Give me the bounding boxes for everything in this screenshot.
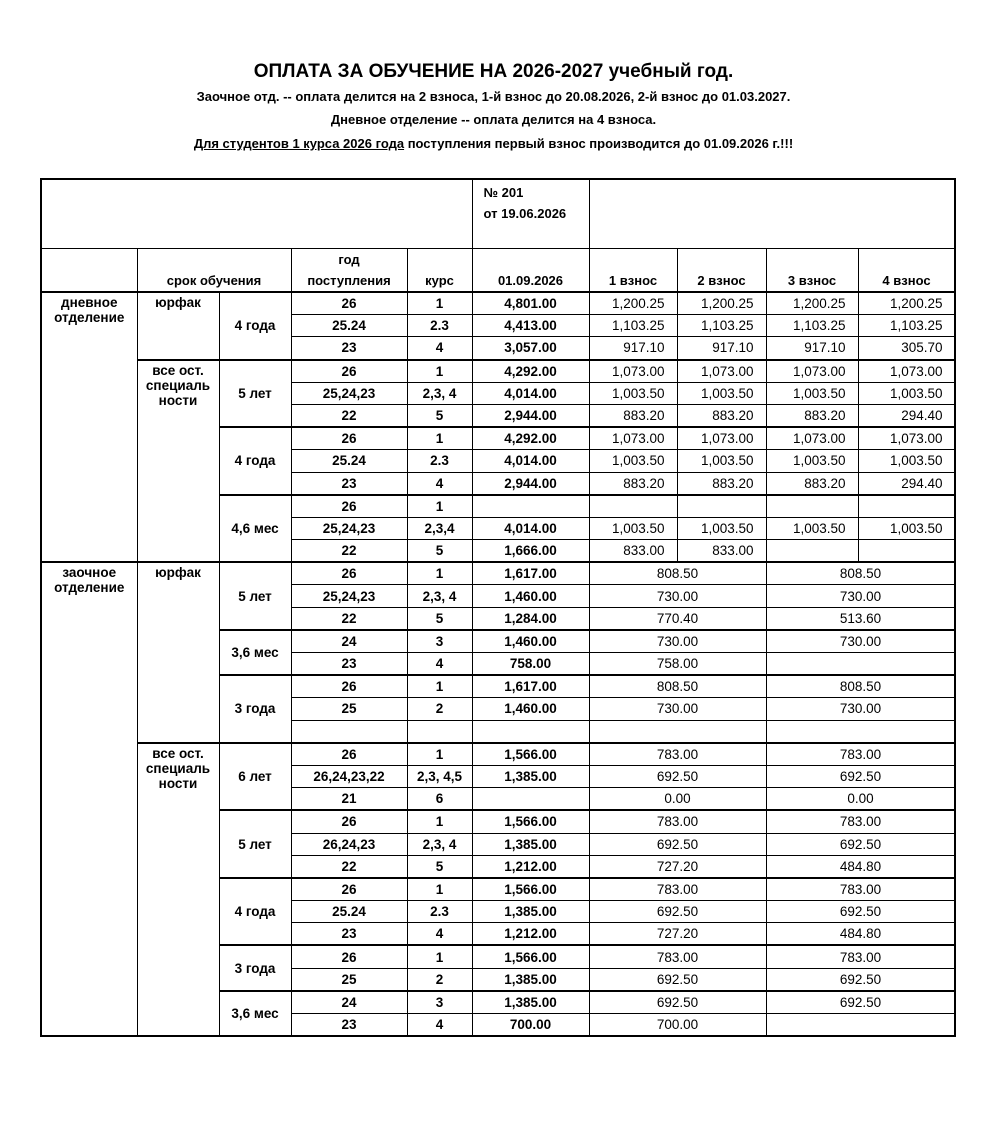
installment-cell: 484.80: [766, 855, 955, 878]
faculty-other-c: ности: [158, 392, 198, 408]
pay-cell: 1,003.50: [766, 450, 858, 472]
order-date: от 19.06.2026: [483, 206, 567, 221]
installment-cell: [766, 720, 955, 743]
annual-cell: 1,385.00: [472, 968, 589, 991]
annual-cell: 1,566.00: [472, 743, 589, 766]
year-cell: 26,24,23: [291, 833, 407, 855]
installment-cell: 727.20: [589, 855, 766, 878]
annual-cell: 4,292.00: [472, 427, 589, 450]
course-cell: 2: [407, 698, 472, 720]
year-cell: 26: [291, 562, 407, 585]
pay-cell: 833.00: [677, 540, 766, 563]
pay-cell: 1,103.25: [677, 315, 766, 337]
term-cell: 5 лет: [219, 562, 291, 630]
installment-cell: 783.00: [766, 743, 955, 766]
course-cell: 2.3: [407, 450, 472, 472]
installment-cell: [766, 653, 955, 676]
installment-cell: 758.00: [589, 653, 766, 676]
table-row: [41, 292, 955, 315]
installment-cell: 730.00: [766, 630, 955, 653]
year-cell: 26: [291, 675, 407, 698]
year-cell: 23: [291, 1014, 407, 1037]
pay-cell: 1,003.50: [766, 517, 858, 539]
annual-cell: 1,566.00: [472, 945, 589, 968]
col-year: [291, 249, 407, 293]
table-row: [41, 743, 955, 766]
year-cell: 23: [291, 472, 407, 495]
installment-cell: 730.00: [766, 585, 955, 607]
pay-cell: 294.40: [858, 472, 955, 495]
course-cell: 2,3,4: [407, 517, 472, 539]
pay-cell: 917.10: [589, 337, 677, 360]
year-cell: 26: [291, 495, 407, 518]
installment-cell: 730.00: [589, 630, 766, 653]
installment-cell: 730.00: [589, 585, 766, 607]
pay-cell: [589, 495, 677, 518]
course-cell: 3: [407, 630, 472, 653]
course-cell: 1: [407, 675, 472, 698]
annual-cell: 1,385.00: [472, 991, 589, 1014]
course-cell: 1: [407, 743, 472, 766]
pay-cell: 917.10: [677, 337, 766, 360]
installment-cell: 692.50: [589, 991, 766, 1014]
installment-cell: 730.00: [766, 698, 955, 720]
installment-cell: 692.50: [766, 901, 955, 923]
annual-cell: 1,460.00: [472, 585, 589, 607]
annual-cell: 4,801.00: [472, 292, 589, 315]
pay-cell: 883.20: [589, 404, 677, 427]
installment-cell: 783.00: [589, 810, 766, 833]
installment-cell: 770.40: [589, 607, 766, 630]
pay-cell: 883.20: [677, 472, 766, 495]
pay-cell: 1,103.25: [589, 315, 677, 337]
installment-cell: 808.50: [589, 562, 766, 585]
faculty-other: [137, 360, 219, 563]
course-cell: 1: [407, 562, 472, 585]
course-cell: 5: [407, 540, 472, 563]
annual-cell: 4,413.00: [472, 315, 589, 337]
installment-cell: 700.00: [589, 1014, 766, 1037]
pay-cell: 1,200.25: [589, 292, 677, 315]
header-empty: [41, 249, 137, 293]
installment-cell: 692.50: [766, 833, 955, 855]
pay-cell: 1,073.00: [677, 360, 766, 383]
annual-cell: [472, 495, 589, 518]
col-pay4-label: 4 взнос: [858, 249, 955, 293]
installment-cell: 730.00: [589, 698, 766, 720]
year-cell: 26: [291, 292, 407, 315]
course-cell: 5: [407, 607, 472, 630]
installment-cell: 727.20: [589, 923, 766, 946]
course-cell: 4: [407, 653, 472, 676]
year-cell: 22: [291, 540, 407, 563]
annual-cell: 1,666.00: [472, 540, 589, 563]
year-cell: 21: [291, 788, 407, 811]
annual-cell: 1,284.00: [472, 607, 589, 630]
annual-cell: 1,566.00: [472, 810, 589, 833]
year-cell: 25,24,23: [291, 585, 407, 607]
course-cell: 2,3, 4: [407, 382, 472, 404]
course-cell: 1: [407, 878, 472, 901]
pay-cell: 1,073.00: [589, 360, 677, 383]
installment-cell: 692.50: [766, 765, 955, 787]
pay-cell: 883.20: [766, 472, 858, 495]
annual-cell: [472, 788, 589, 811]
pay-cell: 917.10: [766, 337, 858, 360]
annual-cell: 1,385.00: [472, 833, 589, 855]
pay-cell: 1,003.50: [589, 382, 677, 404]
header-blank-right: [589, 179, 955, 249]
year-cell: 24: [291, 630, 407, 653]
course-cell: 6: [407, 788, 472, 811]
pay-cell: 294.40: [858, 404, 955, 427]
year-cell: 25.24: [291, 901, 407, 923]
pay-cell: [766, 540, 858, 563]
course-cell: 2.3: [407, 315, 472, 337]
installment-cell: 783.00: [589, 878, 766, 901]
course-cell: 1: [407, 427, 472, 450]
pay-cell: 1,003.50: [858, 517, 955, 539]
course-cell: 2,3, 4: [407, 585, 472, 607]
course-cell: 4: [407, 337, 472, 360]
year-cell: 26: [291, 427, 407, 450]
year-cell: 26: [291, 878, 407, 901]
pay-cell: [858, 540, 955, 563]
pay-cell: 883.20: [677, 404, 766, 427]
annual-cell: 1,460.00: [472, 698, 589, 720]
installment-cell: 783.00: [589, 743, 766, 766]
subtitle-first-year-rest: поступления первый взнос производится до 01.09.2026 г.!!!: [404, 136, 794, 151]
pay-cell: 1,073.00: [677, 427, 766, 450]
pay-cell: 1,200.25: [766, 292, 858, 315]
order-number: № 201: [483, 185, 524, 200]
installment-cell: 692.50: [589, 833, 766, 855]
year-cell: 25: [291, 968, 407, 991]
faculty-other-c: ности: [158, 775, 198, 791]
pay-cell: 1,073.00: [589, 427, 677, 450]
year-cell: 23: [291, 923, 407, 946]
pay-cell: 1,200.25: [858, 292, 955, 315]
pay-cell: 1,003.50: [858, 450, 955, 472]
year-cell: 24: [291, 991, 407, 1014]
pay-cell: 305.70: [858, 337, 955, 360]
pay-cell: 1,103.25: [858, 315, 955, 337]
annual-cell: 758.00: [472, 653, 589, 676]
term-cell: 5 лет: [219, 810, 291, 878]
term-cell: 3,6 мес: [219, 991, 291, 1036]
term-cell: 4 года: [219, 427, 291, 495]
subtitle-extramural: Заочное отд. -- оплата делится на 2 взноса, 1-й взнос до 20.08.2026, 2-й взнос до 01.03.2027.: [196, 89, 791, 104]
pay-cell: 1,003.50: [677, 517, 766, 539]
year-cell: 26: [291, 743, 407, 766]
term-cell: 3,6 мес: [219, 630, 291, 675]
year-cell: 25: [291, 698, 407, 720]
year-cell: 25,24,23: [291, 382, 407, 404]
pay-cell: 1,073.00: [858, 360, 955, 383]
annual-cell: 1,460.00: [472, 630, 589, 653]
annual-cell: 2,944.00: [472, 404, 589, 427]
annual-cell: 4,014.00: [472, 382, 589, 404]
annual-cell: 4,014.00: [472, 450, 589, 472]
pay-cell: 1,003.50: [858, 382, 955, 404]
installment-cell: 692.50: [766, 991, 955, 1014]
installment-cell: 783.00: [589, 945, 766, 968]
annual-cell: 1,566.00: [472, 878, 589, 901]
table-row: [41, 562, 955, 585]
pay-cell: 1,200.25: [677, 292, 766, 315]
dept-extramural-a: заочное: [62, 565, 117, 581]
course-cell: 4: [407, 472, 472, 495]
subtitle-daytime: Дневное отделение -- оплата делится на 4 взноса.: [330, 112, 657, 127]
course-cell: [407, 720, 472, 743]
installment-cell: 783.00: [766, 810, 955, 833]
annual-cell: 3,057.00: [472, 337, 589, 360]
course-cell: 4: [407, 923, 472, 946]
term-cell: 3 года: [219, 945, 291, 990]
pay-cell: 883.20: [589, 472, 677, 495]
pay-cell: 1,003.50: [677, 382, 766, 404]
term-cell: 4 года: [219, 878, 291, 946]
course-cell: 5: [407, 404, 472, 427]
course-cell: 4: [407, 1014, 472, 1037]
dept-daytime: [41, 292, 137, 562]
course-cell: 1: [407, 360, 472, 383]
installment-cell: 484.80: [766, 923, 955, 946]
term-cell: 5 лет: [219, 360, 291, 428]
term-cell: 4,6 мес: [219, 495, 291, 563]
year-cell: 22: [291, 607, 407, 630]
faculty-other-a: все ост.: [152, 362, 204, 378]
year-cell: 26: [291, 360, 407, 383]
col-year-b: поступления: [307, 273, 391, 288]
header-row-4: [41, 249, 955, 293]
annual-cell: 1,385.00: [472, 901, 589, 923]
year-cell: 22: [291, 404, 407, 427]
annual-cell: 1,385.00: [472, 765, 589, 787]
year-cell: 23: [291, 653, 407, 676]
col-term: срок обучения: [137, 249, 291, 293]
installment-cell: 808.50: [766, 562, 955, 585]
dept-daytime-b: отделение: [54, 310, 125, 325]
faculty-law: юрфак: [137, 562, 219, 743]
installment-cell: 513.60: [766, 607, 955, 630]
year-cell: 23: [291, 337, 407, 360]
course-cell: 1: [407, 810, 472, 833]
term-cell: 3 года: [219, 675, 291, 743]
pay-cell: 1,073.00: [766, 360, 858, 383]
col-annual-3: 01.09.2026: [472, 249, 589, 293]
year-cell: [291, 720, 407, 743]
pay-cell: 883.20: [766, 404, 858, 427]
annual-cell: 4,292.00: [472, 360, 589, 383]
installment-cell: 692.50: [589, 901, 766, 923]
course-cell: 1: [407, 945, 472, 968]
header-blank: [41, 179, 472, 249]
installment-cell: 808.50: [589, 675, 766, 698]
installment-cell: 783.00: [766, 945, 955, 968]
installment-cell: 692.50: [589, 765, 766, 787]
year-cell: 26: [291, 810, 407, 833]
col-pay2-label: 2 взнос: [677, 249, 766, 293]
dept-extramural-b: отделение: [54, 580, 125, 596]
order-cell: [472, 179, 589, 249]
installment-cell: 808.50: [766, 675, 955, 698]
course-cell: 2: [407, 968, 472, 991]
pay-cell: 1,073.00: [858, 427, 955, 450]
course-cell: 2,3, 4: [407, 833, 472, 855]
col-pay3-label: 3 взнос: [766, 249, 858, 293]
installment-cell: 692.50: [766, 968, 955, 991]
subtitle-first-year-underlined: Для студентов 1 курса 2026 года: [193, 136, 405, 151]
year-cell: 26,24,23,22: [291, 765, 407, 787]
col-pay1-label: 1 взнос: [589, 249, 677, 293]
year-cell: 26: [291, 945, 407, 968]
faculty-other-a: все ост.: [152, 745, 204, 761]
year-cell: 25.24: [291, 450, 407, 472]
table-row: [41, 360, 955, 383]
annual-cell: 2,944.00: [472, 472, 589, 495]
pay-cell: [766, 495, 858, 518]
pay-cell: 1,003.50: [589, 517, 677, 539]
col-course: курс: [407, 249, 472, 293]
dept-extramural: [41, 562, 137, 1036]
installment-cell: [589, 720, 766, 743]
faculty-other-b: специаль: [145, 760, 211, 776]
col-year-a: год: [338, 252, 360, 267]
pay-cell: 1,003.50: [677, 450, 766, 472]
annual-cell: 4,014.00: [472, 517, 589, 539]
annual-cell: 1,617.00: [472, 675, 589, 698]
pay-cell: [858, 495, 955, 518]
course-cell: 2.3: [407, 901, 472, 923]
annual-cell: 1,617.00: [472, 562, 589, 585]
installment-cell: 692.50: [589, 968, 766, 991]
term-cell: 4 года: [219, 292, 291, 360]
faculty-law: юрфак: [137, 292, 219, 360]
pay-cell: 1,103.25: [766, 315, 858, 337]
year-cell: 25.24: [291, 315, 407, 337]
pay-cell: [677, 495, 766, 518]
faculty-other-b: специаль: [145, 377, 211, 393]
annual-cell: 1,212.00: [472, 923, 589, 946]
fees-table: [40, 178, 956, 1037]
term-cell: 6 лет: [219, 743, 291, 811]
year-cell: 22: [291, 855, 407, 878]
annual-cell: 700.00: [472, 1014, 589, 1037]
faculty-other: [137, 743, 219, 1036]
course-cell: 1: [407, 292, 472, 315]
annual-cell: 1,212.00: [472, 855, 589, 878]
page-title: ОПЛАТА ЗА ОБУЧЕНИЕ НА 2026-2027 учебный год.: [253, 61, 734, 82]
pay-cell: 833.00: [589, 540, 677, 563]
pay-cell: 1,073.00: [766, 427, 858, 450]
course-cell: 5: [407, 855, 472, 878]
dept-daytime-a: дневное: [61, 295, 118, 310]
installment-cell: 783.00: [766, 878, 955, 901]
course-cell: 2,3, 4,5: [407, 765, 472, 787]
course-cell: 3: [407, 991, 472, 1014]
subtitle-first-year: [0, 136, 987, 151]
pay-cell: 1,003.50: [589, 450, 677, 472]
pay-cell: 1,003.50: [766, 382, 858, 404]
installment-cell: 0.00: [766, 788, 955, 811]
year-cell: 25,24,23: [291, 517, 407, 539]
course-cell: 1: [407, 495, 472, 518]
annual-cell: [472, 720, 589, 743]
installment-cell: [766, 1014, 955, 1037]
installment-cell: 0.00: [589, 788, 766, 811]
